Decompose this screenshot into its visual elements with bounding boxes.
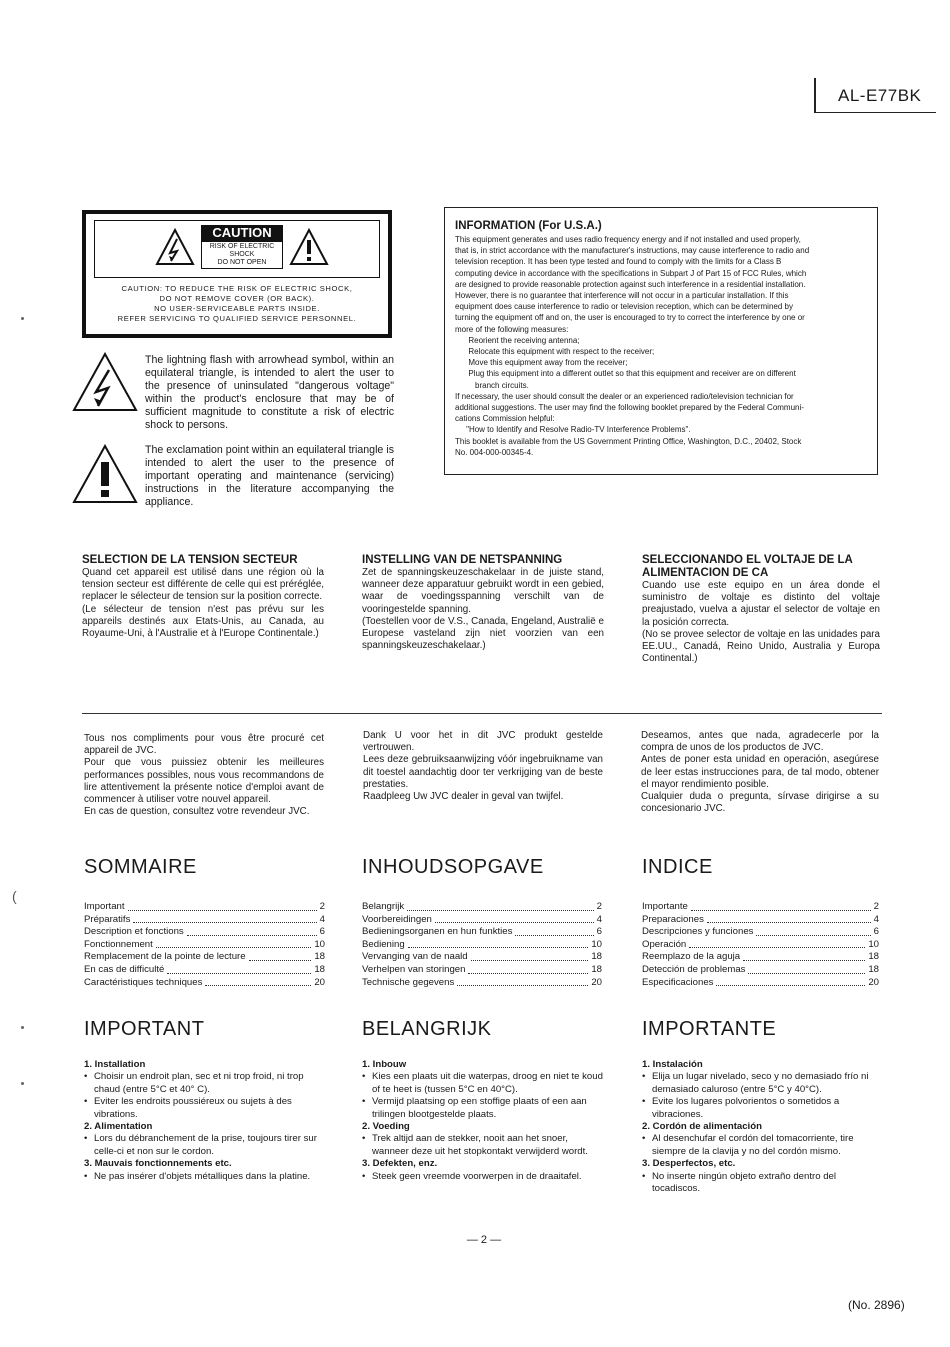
toc-page: 2 <box>596 901 602 912</box>
important-bullet: • Elija un lugar nivelado, seco y no demasiado frío ni demasiado caluroso (entre 5°C y 40°C). <box>642 1071 880 1096</box>
toc-row <box>642 914 879 927</box>
info-line: equipment does cause interference to radio or television reception, which can be determined by <box>455 302 793 312</box>
voltage-col-es <box>642 554 880 665</box>
toc-page: 18 <box>314 963 325 975</box>
voltage-text-fr: Quand cet appareil est utilisé dans une région où la tension secteur est différente de celle qui est préréglée, replacer le sélecteur de tension sur la position correcte. (Le sélecteur de tension n'est pas prévu sur les appareils destinés aux Etats-Unis, au Canada, au Royaume-Uni, à l'Australie et à l'Europe Continentale.) <box>82 567 324 640</box>
caution-label <box>201 225 283 269</box>
important-subheading: 3. Defekten, enz. <box>362 1158 438 1170</box>
info-line: cations Commission helpful: <box>455 414 555 424</box>
voltage-col-fr <box>82 554 324 640</box>
toc-leader <box>468 964 588 974</box>
toc-label: Vervanging van de naald <box>362 951 468 963</box>
voltage-text-es: Cuando use este equipo en un área donde el suministro de voltaje es distinto del voltaje preajustado, vuelva a ajustar el selector de voltaje en la posición correcta. (No se provee selector de voltaje en las unidades para EE.UU., Canadá, Reino Unido, Australia y Europa Continental.) <box>642 580 880 665</box>
info-line: more of the following measures: <box>455 324 569 334</box>
toc-leader <box>167 964 311 974</box>
toc-page: 2 <box>873 901 879 912</box>
toc-fr <box>84 856 325 989</box>
important-subheading: 3. Mauvais fonctionnements etc. <box>84 1158 232 1170</box>
toc-nl <box>362 856 602 989</box>
caution-title: CAUTION <box>201 225 283 241</box>
voltage-heading-fr: SELECTION DE LA TENSION SECTEUR <box>82 554 298 566</box>
caution-label-frame <box>94 220 380 278</box>
info-line: This booklet is available from the US Government Printing Office, Washington, D.C., 20402, Stock <box>455 436 802 446</box>
toc-page: 10 <box>868 938 879 950</box>
toc-page: 18 <box>314 951 325 963</box>
toc-row <box>362 914 602 927</box>
toc-row <box>362 964 602 977</box>
voltage-heading-nl: INSTELLING VAN DE NETSPANNING <box>362 554 563 566</box>
toc-label: Préparatifs <box>84 913 131 925</box>
toc-label: Verhelpen van storingen <box>362 963 466 975</box>
toc-label: Voorbereidingen <box>362 913 432 925</box>
scan-mark <box>21 317 24 320</box>
page-number: — 2 — <box>466 1234 502 1246</box>
exclamation-triangle-icon <box>72 444 138 504</box>
lightning-explanation: The lightning flash with arrowhead symbol, within an equilateral triangle, is intended to alert the user to the presence of uninsulated "dangerous voltage" within the product's enclosure that may be of sufficient magnitude to constitute a risk of electric shock to persons. <box>145 354 394 431</box>
info-title: INFORMATION (For U.S.A.) <box>455 220 602 232</box>
important-bullet: • Lors du débranchement de la prise, toujours tirer sur celle-ci et non sur le cordon. <box>84 1133 326 1158</box>
toc-row <box>362 939 602 952</box>
toc-title-nl: INHOUDSOPGAVE <box>362 856 544 878</box>
toc-page: 6 <box>873 926 879 938</box>
intro-nl: Dank U voor het in dit JVC produkt gestelde vertrouwen. Lees deze gebruiksaanwijzing vóór ingebruikname van dit toestel aandachtig door ter verkrijging van de beste prestaties. Raadpleeg Uw JVC dealer in geval van twijfel. <box>363 730 603 803</box>
info-line: However, there is no guarantee that interference will not occur in a particular installation. If this <box>455 291 789 301</box>
toc-title-fr: SOMMAIRE <box>84 856 197 878</box>
important-title-es: IMPORTANTE <box>642 1018 777 1040</box>
voltage-col-nl <box>362 554 604 652</box>
important-subheading: 1. Instalación <box>642 1059 703 1070</box>
toc-page: 20 <box>591 976 602 988</box>
toc-page: 4 <box>596 913 602 925</box>
document-number: (No. 2896) <box>848 1298 905 1312</box>
voltage-heading-es: SELECCIONANDO EL VOLTAJE DE LA ALIMENTACION DE CA <box>642 554 853 579</box>
toc-leader <box>707 914 871 924</box>
toc-row <box>84 914 325 927</box>
toc-label: Remplacement de la pointe de lecture <box>84 951 246 963</box>
toc-label: Important <box>84 901 125 912</box>
info-line: "How to Identify and Resolve Radio-TV Interference Problems". <box>455 425 691 435</box>
toc-leader <box>408 939 589 949</box>
caution-line-4: REFER SERVICING TO QUALIFIED SERVICE PERSONNEL. <box>117 314 357 323</box>
toc-page: 4 <box>873 913 879 925</box>
toc-row <box>642 951 879 964</box>
model-number: AL-E77BK <box>838 86 922 105</box>
lightning-warning-icon <box>155 227 195 267</box>
toc-leader <box>133 914 316 924</box>
toc-row <box>84 964 325 977</box>
toc-leader <box>156 939 312 949</box>
toc-leader <box>457 977 588 987</box>
important-bullet: • Vermijd plaatsing op een stoffige plaats of een aan trilingen blootgestelde plaats. <box>362 1096 604 1121</box>
caution-sub-line-2: DO NOT OPEN <box>217 259 267 266</box>
important-bullet: • Al desenchufar el cordón del tomacorriente, tire siempre de la clavija y no del cordón mismo. <box>642 1133 880 1158</box>
toc-row <box>362 977 602 990</box>
info-line: No. 004-000-00345-4. <box>455 447 534 457</box>
intro-fr: Tous nos compliments pour vous être procuré cet appareil de JVC. Pour que vous puissiez obtenir les meilleures performances possibles, nous vous recommandons de lire attentivement la présente notice d'emploi avant de commencer à utiliser votre nouvel appareil. En cas de question, consultez votre revendeur JVC. <box>84 733 324 818</box>
model-box <box>814 78 936 113</box>
exclamation-explanation: The exclamation point within an equilateral triangle is intended to alert the user to the presence of important operating and maintenance (servicing) instructions in the literature accompanying the appliance. <box>145 444 394 508</box>
toc-leader <box>407 901 594 911</box>
toc-leader <box>249 951 312 961</box>
important-fr <box>84 1018 326 1183</box>
info-line: Reorient the receiving antenna; <box>455 335 580 345</box>
toc-leader <box>756 926 870 936</box>
important-subheading: 3. Desperfectos, etc. <box>642 1158 736 1170</box>
intro-es: Deseamos, antes que nada, agradecerle por la compra de unos de los productos de JVC. Antes de poner esta unidad en operación, asegúrese de leer estas instrucciones para, de tal modo, obtener el mayor rendimiento posible. Cualquier duda o pregunta, sírvase dirigirse a su concesionario JVC. <box>641 730 879 815</box>
info-line: are designed to provide reasonable protection against such interference in a residential installation. <box>455 279 806 289</box>
scan-mark <box>21 1026 24 1029</box>
toc-row <box>642 977 879 990</box>
toc-label: Bediening <box>362 938 405 950</box>
toc-leader <box>435 914 594 924</box>
important-title-fr: IMPORTANT <box>84 1018 205 1040</box>
important-nl <box>362 1018 604 1183</box>
important-bullet: • No inserte ningún objeto extraño dentro del tocadiscos. <box>642 1171 880 1196</box>
toc-label: Reemplazo de la aguja <box>642 951 741 963</box>
toc-label: Detección de problemas <box>642 963 746 975</box>
toc-page: 2 <box>319 901 325 912</box>
toc-leader <box>471 951 589 961</box>
important-bullet: • Kies een plaats uit die waterpas, droog en niet te koud of te heet is (tussen 5°C en 40°C). <box>362 1071 604 1096</box>
caution-line-1: CAUTION: TO REDUCE THE RISK OF ELECTRIC SHOCK, <box>121 284 353 293</box>
toc-leader <box>187 926 317 936</box>
info-line: Plug this equipment into a different outlet so that this equipment and receiver are on different <box>455 369 796 379</box>
toc-page: 6 <box>596 926 602 938</box>
toc-label: Technische gegevens <box>362 976 455 988</box>
toc-leader <box>515 926 593 936</box>
info-line: branch circuits. <box>455 380 529 390</box>
toc-page: 18 <box>591 951 602 963</box>
important-subheading: 2. Alimentation <box>84 1121 153 1133</box>
important-es <box>642 1018 880 1195</box>
important-list-fr <box>84 1059 326 1183</box>
toc-page: 6 <box>319 926 325 938</box>
info-line: television reception. It has been type tested and found to comply with the limits for a Class B <box>455 257 782 267</box>
info-line: turning the equipment off and on, the user is encouraged to try to correct the interference by one or <box>455 313 805 323</box>
toc-page: 18 <box>868 951 879 963</box>
toc-row <box>642 939 879 952</box>
toc-label: Especificaciones <box>642 976 714 988</box>
toc-label: Description et fonctions <box>84 926 184 938</box>
section-divider <box>82 713 882 714</box>
caution-text <box>90 284 384 324</box>
lightning-triangle-icon <box>72 352 138 412</box>
toc-leader <box>743 951 865 961</box>
toc-page: 18 <box>591 963 602 975</box>
important-bullet: • Steek geen vreemde voorwerpen in de draaitafel. <box>362 1171 604 1183</box>
info-line: additional suggestions. The user may find the following booklet prepared by the Federal Communi- <box>455 403 804 413</box>
info-line: Move this equipment away from the receiver; <box>455 358 628 368</box>
important-bullet: • Trek altijd aan de stekker, nooit aan het snoer, wanneer deze uit het stopkontakt verwijderd wordt. <box>362 1133 604 1158</box>
caution-subtitle <box>201 241 283 269</box>
important-bullet: • Evite los lugares polvorientos o sometidos a vibraciones. <box>642 1096 880 1121</box>
toc-row <box>84 951 325 964</box>
toc-row <box>642 964 879 977</box>
exclamation-warning-icon <box>289 227 329 267</box>
toc-row <box>642 901 879 914</box>
toc-label: Importante <box>642 901 688 912</box>
toc-leader <box>128 901 317 911</box>
scan-mark: ( <box>12 888 17 904</box>
important-list-es <box>642 1059 880 1195</box>
toc-row <box>84 977 325 990</box>
toc-page: 10 <box>591 938 602 950</box>
toc-label: Fonctionnement <box>84 938 153 950</box>
toc-row <box>362 926 602 939</box>
fcc-information-box <box>444 207 878 475</box>
toc-label: Bedieningsorganen en hun funkties <box>362 926 513 938</box>
toc-row <box>84 939 325 952</box>
info-line: that is, in strict accordance with the manufacturer's instructions, may cause interference to radio and <box>455 246 810 256</box>
important-subheading: 2. Cordón de alimentación <box>642 1121 762 1133</box>
toc-label: Caractéristiques techniques <box>84 976 203 988</box>
toc-page: 4 <box>319 913 325 925</box>
caution-line-3: NO USER-SERVICEABLE PARTS INSIDE. <box>154 304 320 313</box>
caution-line-2: DO NOT REMOVE COVER (OR BACK). <box>159 294 315 303</box>
caution-panel <box>82 210 392 338</box>
toc-leader <box>716 977 865 987</box>
important-subheading: 1. Installation <box>84 1059 146 1070</box>
toc-leader <box>691 901 871 911</box>
toc-leader <box>205 977 311 987</box>
scan-mark <box>21 1082 24 1085</box>
info-line: computing device in accordance with the specifications in Subpart J of Part 15 of FCC Rules, which <box>455 268 807 278</box>
toc-leader <box>748 964 865 974</box>
toc-row <box>84 901 325 914</box>
info-line: This equipment generates and uses radio frequency energy and if not installed and used properly, <box>455 235 801 244</box>
toc-list-es <box>642 901 879 989</box>
important-bullet: • Choisir un endroit plan, sec et ni trop froid, ni trop chaud (entre 5°C et 40° C). <box>84 1071 326 1096</box>
toc-leader <box>689 939 865 949</box>
important-bullet: • Eviter les endroits poussiéreux ou sujets à des vibrations. <box>84 1096 326 1121</box>
toc-es <box>642 856 879 989</box>
important-subheading: 1. Inbouw <box>362 1059 407 1070</box>
toc-row <box>362 951 602 964</box>
toc-label: Belangrijk <box>362 901 405 912</box>
important-list-nl <box>362 1059 604 1183</box>
important-bullet: • Ne pas insérer d'objets métalliques dans la platine. <box>84 1171 326 1183</box>
caution-sub-line-1: RISK OF ELECTRIC SHOCK <box>209 243 275 258</box>
toc-label: Preparaciones <box>642 913 704 925</box>
important-subheading: 2. Voeding <box>362 1121 410 1133</box>
toc-page: 20 <box>868 976 879 988</box>
toc-row <box>642 926 879 939</box>
toc-list-nl <box>362 901 602 989</box>
toc-page: 18 <box>868 963 879 975</box>
toc-row <box>362 901 602 914</box>
toc-row <box>84 926 325 939</box>
toc-label: Descripciones y funciones <box>642 926 754 938</box>
toc-label: En cas de difficulté <box>84 963 165 975</box>
info-line: If necessary, the user should consult the dealer or an experienced radio/television technician for <box>455 391 794 401</box>
info-body <box>455 234 867 458</box>
toc-page: 20 <box>314 976 325 988</box>
voltage-text-nl: Zet de spanningskeuzeschakelaar in de juiste stand, wanneer deze apparatuur gebruikt wordt in een gebied, waar de voedingsspanning verschilt van de vooringestelde spanning. (Toestellen voor de V.S., Canada, Engeland, Australië e Europese vasteland zijn niet voorzien van een spanningskeuzeschakelaar.) <box>362 567 604 652</box>
toc-label: Operación <box>642 938 687 950</box>
important-title-nl: BELANGRIJK <box>362 1018 492 1040</box>
toc-page: 10 <box>314 938 325 950</box>
info-line: Relocate this equipment with respect to the receiver; <box>455 347 655 357</box>
toc-title-es: INDICE <box>642 856 713 878</box>
toc-list-fr <box>84 901 325 989</box>
